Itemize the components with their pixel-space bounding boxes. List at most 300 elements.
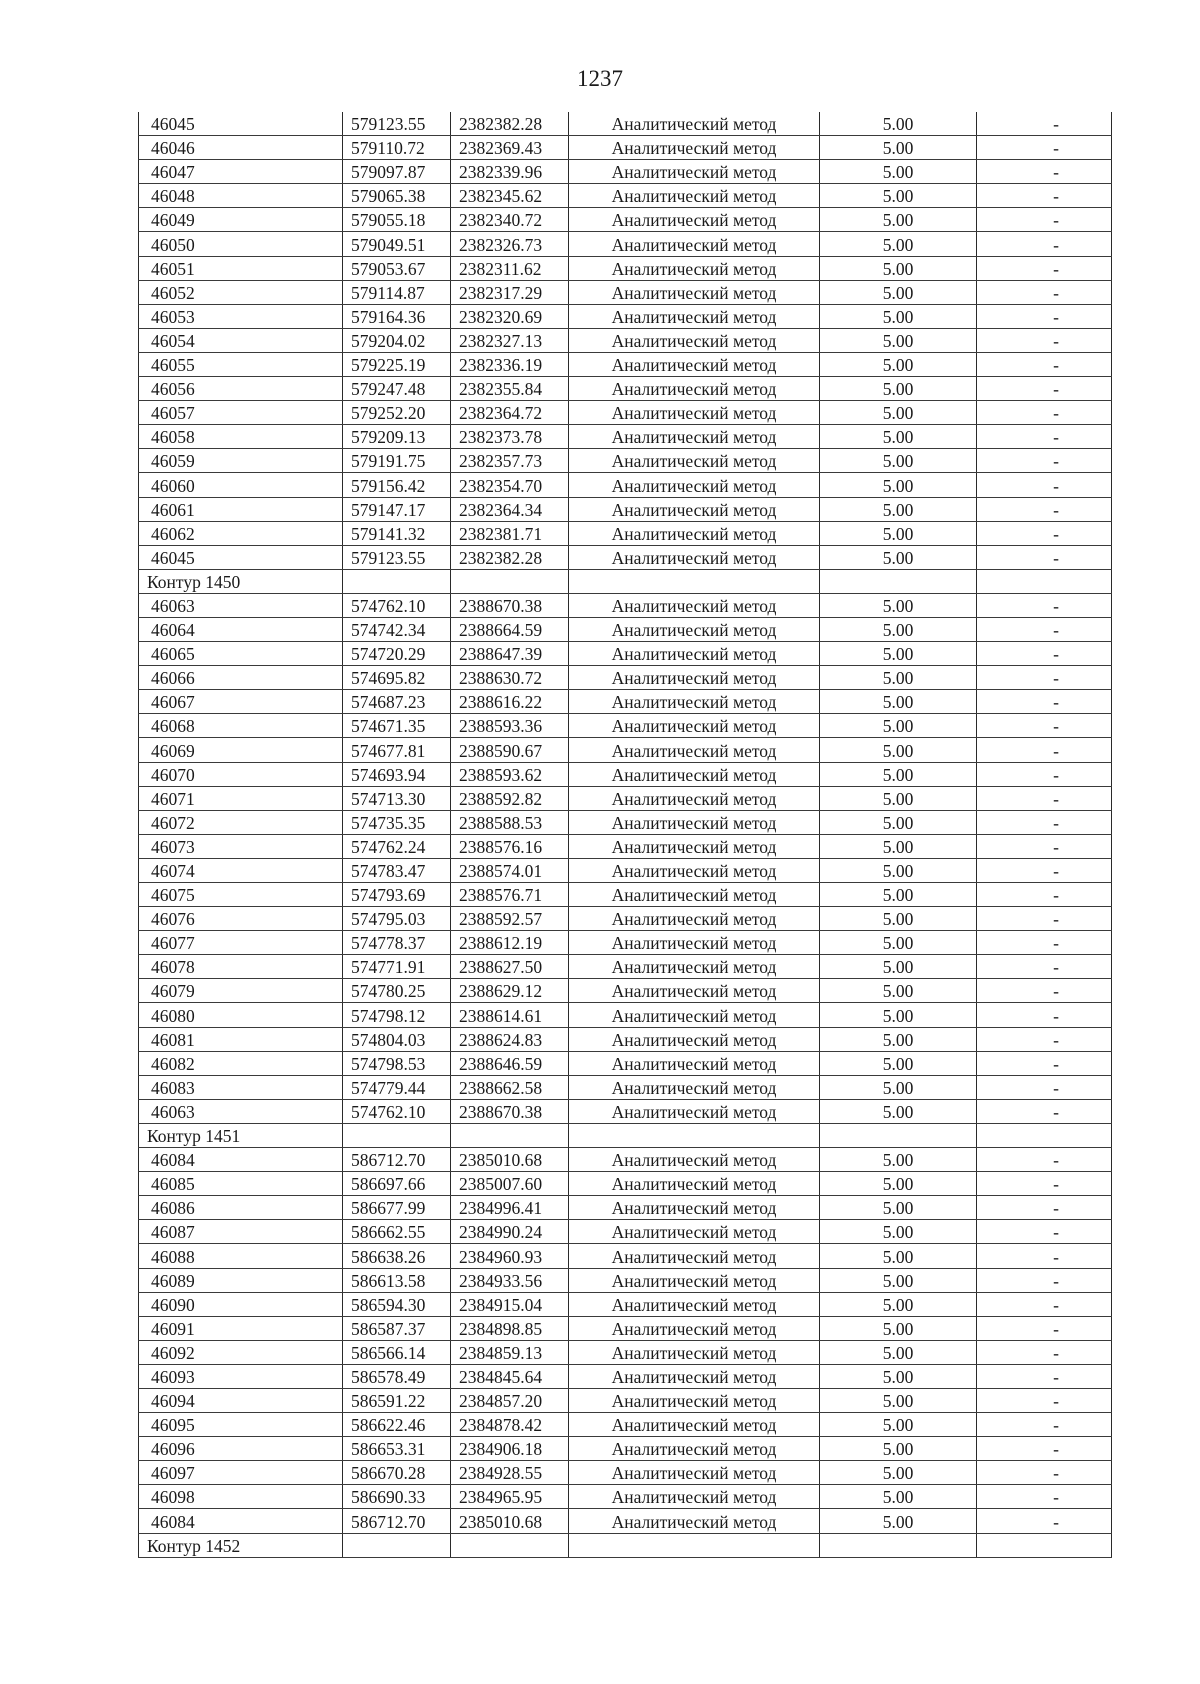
table-row [139, 1292, 1112, 1316]
point-id-cell: 46055 [139, 352, 343, 376]
point-id-cell: 46071 [139, 786, 343, 810]
y-coordinate-cell: 2385010.68 [451, 1148, 569, 1172]
dash-cell: - [977, 1461, 1112, 1485]
method-cell: Аналитический метод [569, 328, 820, 352]
x-coordinate-cell: 579114.87 [343, 280, 451, 304]
method-cell: Аналитический метод [569, 907, 820, 931]
precision-cell: 5.00 [820, 666, 977, 690]
x-coordinate-cell: 586662.55 [343, 1220, 451, 1244]
point-id-cell: 46069 [139, 738, 343, 762]
x-coordinate-cell: 574798.12 [343, 1003, 451, 1027]
dash-cell: - [977, 690, 1112, 714]
method-cell: Аналитический метод [569, 497, 820, 521]
point-id-cell: 46056 [139, 377, 343, 401]
point-id-cell: 46062 [139, 521, 343, 545]
dash-cell: - [977, 979, 1112, 1003]
point-id-cell: 46076 [139, 907, 343, 931]
method-cell: Аналитический метод [569, 449, 820, 473]
dash-cell: - [977, 1413, 1112, 1437]
point-id-cell: 46051 [139, 256, 343, 280]
point-id-cell: 46057 [139, 401, 343, 425]
dash-cell: - [977, 1051, 1112, 1075]
dash-cell: - [977, 401, 1112, 425]
point-id-cell: 46079 [139, 979, 343, 1003]
y-coordinate-cell: 2382326.73 [451, 232, 569, 256]
dash-cell: - [977, 1509, 1112, 1533]
precision-cell [820, 569, 977, 593]
dash-cell: - [977, 521, 1112, 545]
precision-cell: 5.00 [820, 907, 977, 931]
method-cell: Аналитический метод [569, 1099, 820, 1123]
x-coordinate-cell: 574762.24 [343, 834, 451, 858]
table-row [139, 955, 1112, 979]
point-id-cell: 46050 [139, 232, 343, 256]
point-id-cell: 46045 [139, 112, 343, 136]
method-cell: Аналитический метод [569, 714, 820, 738]
x-coordinate-cell: 579156.42 [343, 473, 451, 497]
point-id-cell: 46085 [139, 1172, 343, 1196]
table-row [139, 642, 1112, 666]
table-row [139, 786, 1112, 810]
table-row [139, 810, 1112, 834]
dash-cell: - [977, 858, 1112, 882]
x-coordinate-cell: 579252.20 [343, 401, 451, 425]
x-coordinate-cell: 579123.55 [343, 545, 451, 569]
point-id-cell: 46083 [139, 1075, 343, 1099]
method-cell: Аналитический метод [569, 473, 820, 497]
dash-cell: - [977, 1196, 1112, 1220]
y-coordinate-cell: 2388588.53 [451, 810, 569, 834]
table-row [139, 184, 1112, 208]
precision-cell: 5.00 [820, 1075, 977, 1099]
table-row [139, 1075, 1112, 1099]
table-row [139, 401, 1112, 425]
precision-cell: 5.00 [820, 256, 977, 280]
point-id-cell: 46092 [139, 1340, 343, 1364]
x-coordinate-cell: 586712.70 [343, 1148, 451, 1172]
precision-cell: 5.00 [820, 497, 977, 521]
method-cell [569, 1533, 820, 1557]
precision-cell: 5.00 [820, 112, 977, 136]
dash-cell: - [977, 786, 1112, 810]
point-id-cell: 46061 [139, 497, 343, 521]
dash-cell: - [977, 1244, 1112, 1268]
precision-cell: 5.00 [820, 280, 977, 304]
dash-cell: - [977, 666, 1112, 690]
y-coordinate-cell: 2384859.13 [451, 1340, 569, 1364]
point-id-cell: 46078 [139, 955, 343, 979]
precision-cell: 5.00 [820, 377, 977, 401]
y-coordinate-cell: 2382354.70 [451, 473, 569, 497]
x-coordinate-cell: 586677.99 [343, 1196, 451, 1220]
contour-label: Контур 1452 [139, 1533, 343, 1557]
precision-cell: 5.00 [820, 1413, 977, 1437]
method-cell: Аналитический метод [569, 1292, 820, 1316]
x-coordinate-cell: 579247.48 [343, 377, 451, 401]
table-row [139, 280, 1112, 304]
dash-cell: - [977, 304, 1112, 328]
y-coordinate-cell: 2382357.73 [451, 449, 569, 473]
dash-cell: - [977, 1485, 1112, 1509]
y-coordinate-cell: 2382345.62 [451, 184, 569, 208]
dash-cell: - [977, 160, 1112, 184]
dash-cell: - [977, 593, 1112, 617]
x-coordinate-cell: 579049.51 [343, 232, 451, 256]
x-coordinate-cell: 574780.25 [343, 979, 451, 1003]
dash-cell: - [977, 1292, 1112, 1316]
point-id-cell: 46087 [139, 1220, 343, 1244]
precision-cell: 5.00 [820, 1340, 977, 1364]
dash-cell: - [977, 449, 1112, 473]
point-id-cell: 46066 [139, 666, 343, 690]
precision-cell: 5.00 [820, 858, 977, 882]
x-coordinate-cell: 574735.35 [343, 810, 451, 834]
point-id-cell: 46097 [139, 1461, 343, 1485]
y-coordinate-cell: 2382364.72 [451, 401, 569, 425]
point-id-cell: 46090 [139, 1292, 343, 1316]
x-coordinate-cell: 579191.75 [343, 449, 451, 473]
table-row [139, 521, 1112, 545]
y-coordinate-cell: 2382339.96 [451, 160, 569, 184]
y-coordinate-cell: 2388576.71 [451, 883, 569, 907]
method-cell: Аналитический метод [569, 352, 820, 376]
dash-cell: - [977, 810, 1112, 834]
dash-cell: - [977, 1148, 1112, 1172]
point-id-cell: 46053 [139, 304, 343, 328]
x-coordinate-cell: 586578.49 [343, 1364, 451, 1388]
point-id-cell: 46060 [139, 473, 343, 497]
table-row [139, 136, 1112, 160]
coordinates-table-body [139, 112, 1112, 1557]
y-coordinate-cell: 2388624.83 [451, 1027, 569, 1051]
y-coordinate-cell: 2384915.04 [451, 1292, 569, 1316]
contour-label: Контур 1450 [139, 569, 343, 593]
x-coordinate-cell: 579123.55 [343, 112, 451, 136]
point-id-cell: 46068 [139, 714, 343, 738]
dash-cell: - [977, 232, 1112, 256]
x-coordinate-cell: 574771.91 [343, 955, 451, 979]
precision-cell: 5.00 [820, 834, 977, 858]
point-id-cell: 46063 [139, 593, 343, 617]
y-coordinate-cell: 2382382.28 [451, 112, 569, 136]
precision-cell: 5.00 [820, 425, 977, 449]
method-cell: Аналитический метод [569, 1027, 820, 1051]
table-row [139, 1196, 1112, 1220]
method-cell: Аналитический метод [569, 955, 820, 979]
precision-cell: 5.00 [820, 593, 977, 617]
x-coordinate-cell: 586697.66 [343, 1172, 451, 1196]
point-id-cell: 46086 [139, 1196, 343, 1220]
point-id-cell: 46049 [139, 208, 343, 232]
method-cell: Аналитический метод [569, 617, 820, 641]
x-coordinate-cell: 574793.69 [343, 883, 451, 907]
precision-cell: 5.00 [820, 1196, 977, 1220]
y-coordinate-cell: 2388629.12 [451, 979, 569, 1003]
table-row [139, 1485, 1112, 1509]
page-number: 1237 [577, 66, 623, 91]
y-coordinate-cell: 2384845.64 [451, 1364, 569, 1388]
dash-cell: - [977, 352, 1112, 376]
point-id-cell: 46096 [139, 1437, 343, 1461]
table-row [139, 1388, 1112, 1412]
table-row [139, 1099, 1112, 1123]
precision-cell: 5.00 [820, 1003, 977, 1027]
table-row [139, 1509, 1112, 1533]
method-cell: Аналитический метод [569, 1244, 820, 1268]
dash-cell: - [977, 1003, 1112, 1027]
method-cell: Аналитический метод [569, 1051, 820, 1075]
method-cell: Аналитический метод [569, 1172, 820, 1196]
x-coordinate-cell: 579097.87 [343, 160, 451, 184]
dash-cell: - [977, 642, 1112, 666]
y-coordinate-cell: 2388670.38 [451, 1099, 569, 1123]
y-coordinate-cell: 2388616.22 [451, 690, 569, 714]
table-row [139, 1268, 1112, 1292]
table-row [139, 304, 1112, 328]
y-coordinate-cell: 2384878.42 [451, 1413, 569, 1437]
method-cell: Аналитический метод [569, 1340, 820, 1364]
y-coordinate-cell [451, 1123, 569, 1147]
x-coordinate-cell: 579053.67 [343, 256, 451, 280]
point-id-cell: 46080 [139, 1003, 343, 1027]
contour-label: Контур 1451 [139, 1123, 343, 1147]
y-coordinate-cell: 2382336.19 [451, 352, 569, 376]
y-coordinate-cell: 2388614.61 [451, 1003, 569, 1027]
precision-cell: 5.00 [820, 955, 977, 979]
x-coordinate-cell: 574762.10 [343, 593, 451, 617]
table-row [139, 449, 1112, 473]
precision-cell: 5.00 [820, 1027, 977, 1051]
table-row [139, 473, 1112, 497]
x-coordinate-cell: 579147.17 [343, 497, 451, 521]
precision-cell: 5.00 [820, 738, 977, 762]
method-cell: Аналитический метод [569, 521, 820, 545]
x-coordinate-cell: 579065.38 [343, 184, 451, 208]
y-coordinate-cell: 2388627.50 [451, 955, 569, 979]
method-cell: Аналитический метод [569, 1461, 820, 1485]
precision-cell: 5.00 [820, 1292, 977, 1316]
precision-cell: 5.00 [820, 545, 977, 569]
precision-cell: 5.00 [820, 473, 977, 497]
dash-cell: - [977, 1172, 1112, 1196]
precision-cell: 5.00 [820, 617, 977, 641]
y-coordinate-cell: 2388593.36 [451, 714, 569, 738]
precision-cell: 5.00 [820, 1172, 977, 1196]
y-coordinate-cell [451, 1533, 569, 1557]
table-row [139, 208, 1112, 232]
table-row [139, 1003, 1112, 1027]
table-row [139, 1364, 1112, 1388]
method-cell: Аналитический метод [569, 738, 820, 762]
y-coordinate-cell: 2388647.39 [451, 642, 569, 666]
table-row [139, 545, 1112, 569]
y-coordinate-cell: 2384933.56 [451, 1268, 569, 1292]
x-coordinate-cell: 574778.37 [343, 931, 451, 955]
table-row [139, 328, 1112, 352]
point-id-cell: 46059 [139, 449, 343, 473]
method-cell: Аналитический метод [569, 1220, 820, 1244]
method-cell: Аналитический метод [569, 112, 820, 136]
contour-header-row [139, 1533, 1112, 1557]
point-id-cell: 46072 [139, 810, 343, 834]
x-coordinate-cell: 586594.30 [343, 1292, 451, 1316]
dash-cell: - [977, 1316, 1112, 1340]
precision-cell: 5.00 [820, 352, 977, 376]
table-row [139, 907, 1112, 931]
x-coordinate-cell: 574779.44 [343, 1075, 451, 1099]
point-id-cell: 46070 [139, 762, 343, 786]
point-id-cell: 46077 [139, 931, 343, 955]
x-coordinate-cell: 579204.02 [343, 328, 451, 352]
point-id-cell: 46074 [139, 858, 343, 882]
table-row [139, 1172, 1112, 1196]
point-id-cell: 46084 [139, 1148, 343, 1172]
precision-cell: 5.00 [820, 786, 977, 810]
point-id-cell: 46073 [139, 834, 343, 858]
dash-cell: - [977, 136, 1112, 160]
dash-cell: - [977, 1364, 1112, 1388]
dash-cell: - [977, 425, 1112, 449]
table-row [139, 834, 1112, 858]
dash-cell: - [977, 617, 1112, 641]
y-coordinate-cell [451, 569, 569, 593]
precision-cell: 5.00 [820, 1099, 977, 1123]
table-row [139, 1340, 1112, 1364]
table-row [139, 979, 1112, 1003]
x-coordinate-cell: 574720.29 [343, 642, 451, 666]
y-coordinate-cell: 2382373.78 [451, 425, 569, 449]
x-coordinate-cell: 574695.82 [343, 666, 451, 690]
y-coordinate-cell: 2382327.13 [451, 328, 569, 352]
precision-cell: 5.00 [820, 1220, 977, 1244]
dash-cell: - [977, 1075, 1112, 1099]
x-coordinate-cell: 579141.32 [343, 521, 451, 545]
dash-cell: - [977, 1437, 1112, 1461]
table-row [139, 690, 1112, 714]
x-coordinate-cell: 579164.36 [343, 304, 451, 328]
dash-cell: - [977, 256, 1112, 280]
dash-cell: - [977, 328, 1112, 352]
dash-cell: - [977, 1220, 1112, 1244]
table-row [139, 377, 1112, 401]
method-cell: Аналитический метод [569, 1388, 820, 1412]
table-row [139, 617, 1112, 641]
precision-cell: 5.00 [820, 521, 977, 545]
method-cell: Аналитический метод [569, 1413, 820, 1437]
point-id-cell: 46088 [139, 1244, 343, 1268]
y-coordinate-cell: 2382355.84 [451, 377, 569, 401]
table-row [139, 352, 1112, 376]
x-coordinate-cell: 586587.37 [343, 1316, 451, 1340]
point-id-cell: 46047 [139, 160, 343, 184]
y-coordinate-cell: 2382381.71 [451, 521, 569, 545]
x-coordinate-cell: 586690.33 [343, 1485, 451, 1509]
point-id-cell: 46067 [139, 690, 343, 714]
dash-cell: - [977, 1340, 1112, 1364]
precision-cell: 5.00 [820, 304, 977, 328]
y-coordinate-cell: 2385010.68 [451, 1509, 569, 1533]
x-coordinate-cell: 579110.72 [343, 136, 451, 160]
table-row [139, 497, 1112, 521]
precision-cell: 5.00 [820, 810, 977, 834]
dash-cell: - [977, 112, 1112, 136]
point-id-cell: 46095 [139, 1413, 343, 1437]
point-id-cell: 46048 [139, 184, 343, 208]
table-row [139, 112, 1112, 136]
table-row [139, 1316, 1112, 1340]
precision-cell: 5.00 [820, 232, 977, 256]
y-coordinate-cell: 2384960.93 [451, 1244, 569, 1268]
method-cell: Аналитический метод [569, 834, 820, 858]
x-coordinate-cell: 586712.70 [343, 1509, 451, 1533]
point-id-cell: 46081 [139, 1027, 343, 1051]
x-coordinate-cell: 579225.19 [343, 352, 451, 376]
method-cell: Аналитический метод [569, 762, 820, 786]
table-row [139, 1148, 1112, 1172]
table-row [139, 593, 1112, 617]
table-row [139, 738, 1112, 762]
y-coordinate-cell: 2388662.58 [451, 1075, 569, 1099]
precision-cell: 5.00 [820, 1437, 977, 1461]
precision-cell: 5.00 [820, 1461, 977, 1485]
method-cell: Аналитический метод [569, 1509, 820, 1533]
y-coordinate-cell: 2388670.38 [451, 593, 569, 617]
precision-cell: 5.00 [820, 401, 977, 425]
point-id-cell: 46065 [139, 642, 343, 666]
method-cell: Аналитический метод [569, 256, 820, 280]
precision-cell: 5.00 [820, 1148, 977, 1172]
dash-cell: - [977, 497, 1112, 521]
y-coordinate-cell: 2384990.24 [451, 1220, 569, 1244]
x-coordinate-cell: 586591.22 [343, 1388, 451, 1412]
table-row [139, 666, 1112, 690]
method-cell: Аналитический метод [569, 1485, 820, 1509]
precision-cell: 5.00 [820, 690, 977, 714]
y-coordinate-cell: 2388574.01 [451, 858, 569, 882]
precision-cell: 5.00 [820, 1244, 977, 1268]
dash-cell: - [977, 738, 1112, 762]
method-cell: Аналитический метод [569, 883, 820, 907]
y-coordinate-cell: 2384898.85 [451, 1316, 569, 1340]
x-coordinate-cell [343, 569, 451, 593]
y-coordinate-cell: 2384965.95 [451, 1485, 569, 1509]
dash-cell: - [977, 1027, 1112, 1051]
table-row [139, 232, 1112, 256]
y-coordinate-cell: 2382320.69 [451, 304, 569, 328]
table-row [139, 256, 1112, 280]
method-cell: Аналитический метод [569, 1437, 820, 1461]
dash-cell: - [977, 762, 1112, 786]
method-cell: Аналитический метод [569, 1364, 820, 1388]
method-cell: Аналитический метод [569, 1148, 820, 1172]
precision-cell: 5.00 [820, 136, 977, 160]
y-coordinate-cell: 2388612.19 [451, 931, 569, 955]
table-row [139, 931, 1112, 955]
precision-cell: 5.00 [820, 184, 977, 208]
y-coordinate-cell: 2388646.59 [451, 1051, 569, 1075]
point-id-cell: 46058 [139, 425, 343, 449]
method-cell: Аналитический метод [569, 1316, 820, 1340]
point-id-cell: 46052 [139, 280, 343, 304]
x-coordinate-cell: 574677.81 [343, 738, 451, 762]
point-id-cell: 46093 [139, 1364, 343, 1388]
dash-cell: - [977, 377, 1112, 401]
method-cell: Аналитический метод [569, 979, 820, 1003]
method-cell: Аналитический метод [569, 280, 820, 304]
table-row [139, 762, 1112, 786]
dash-cell: - [977, 1388, 1112, 1412]
x-coordinate-cell: 574742.34 [343, 617, 451, 641]
